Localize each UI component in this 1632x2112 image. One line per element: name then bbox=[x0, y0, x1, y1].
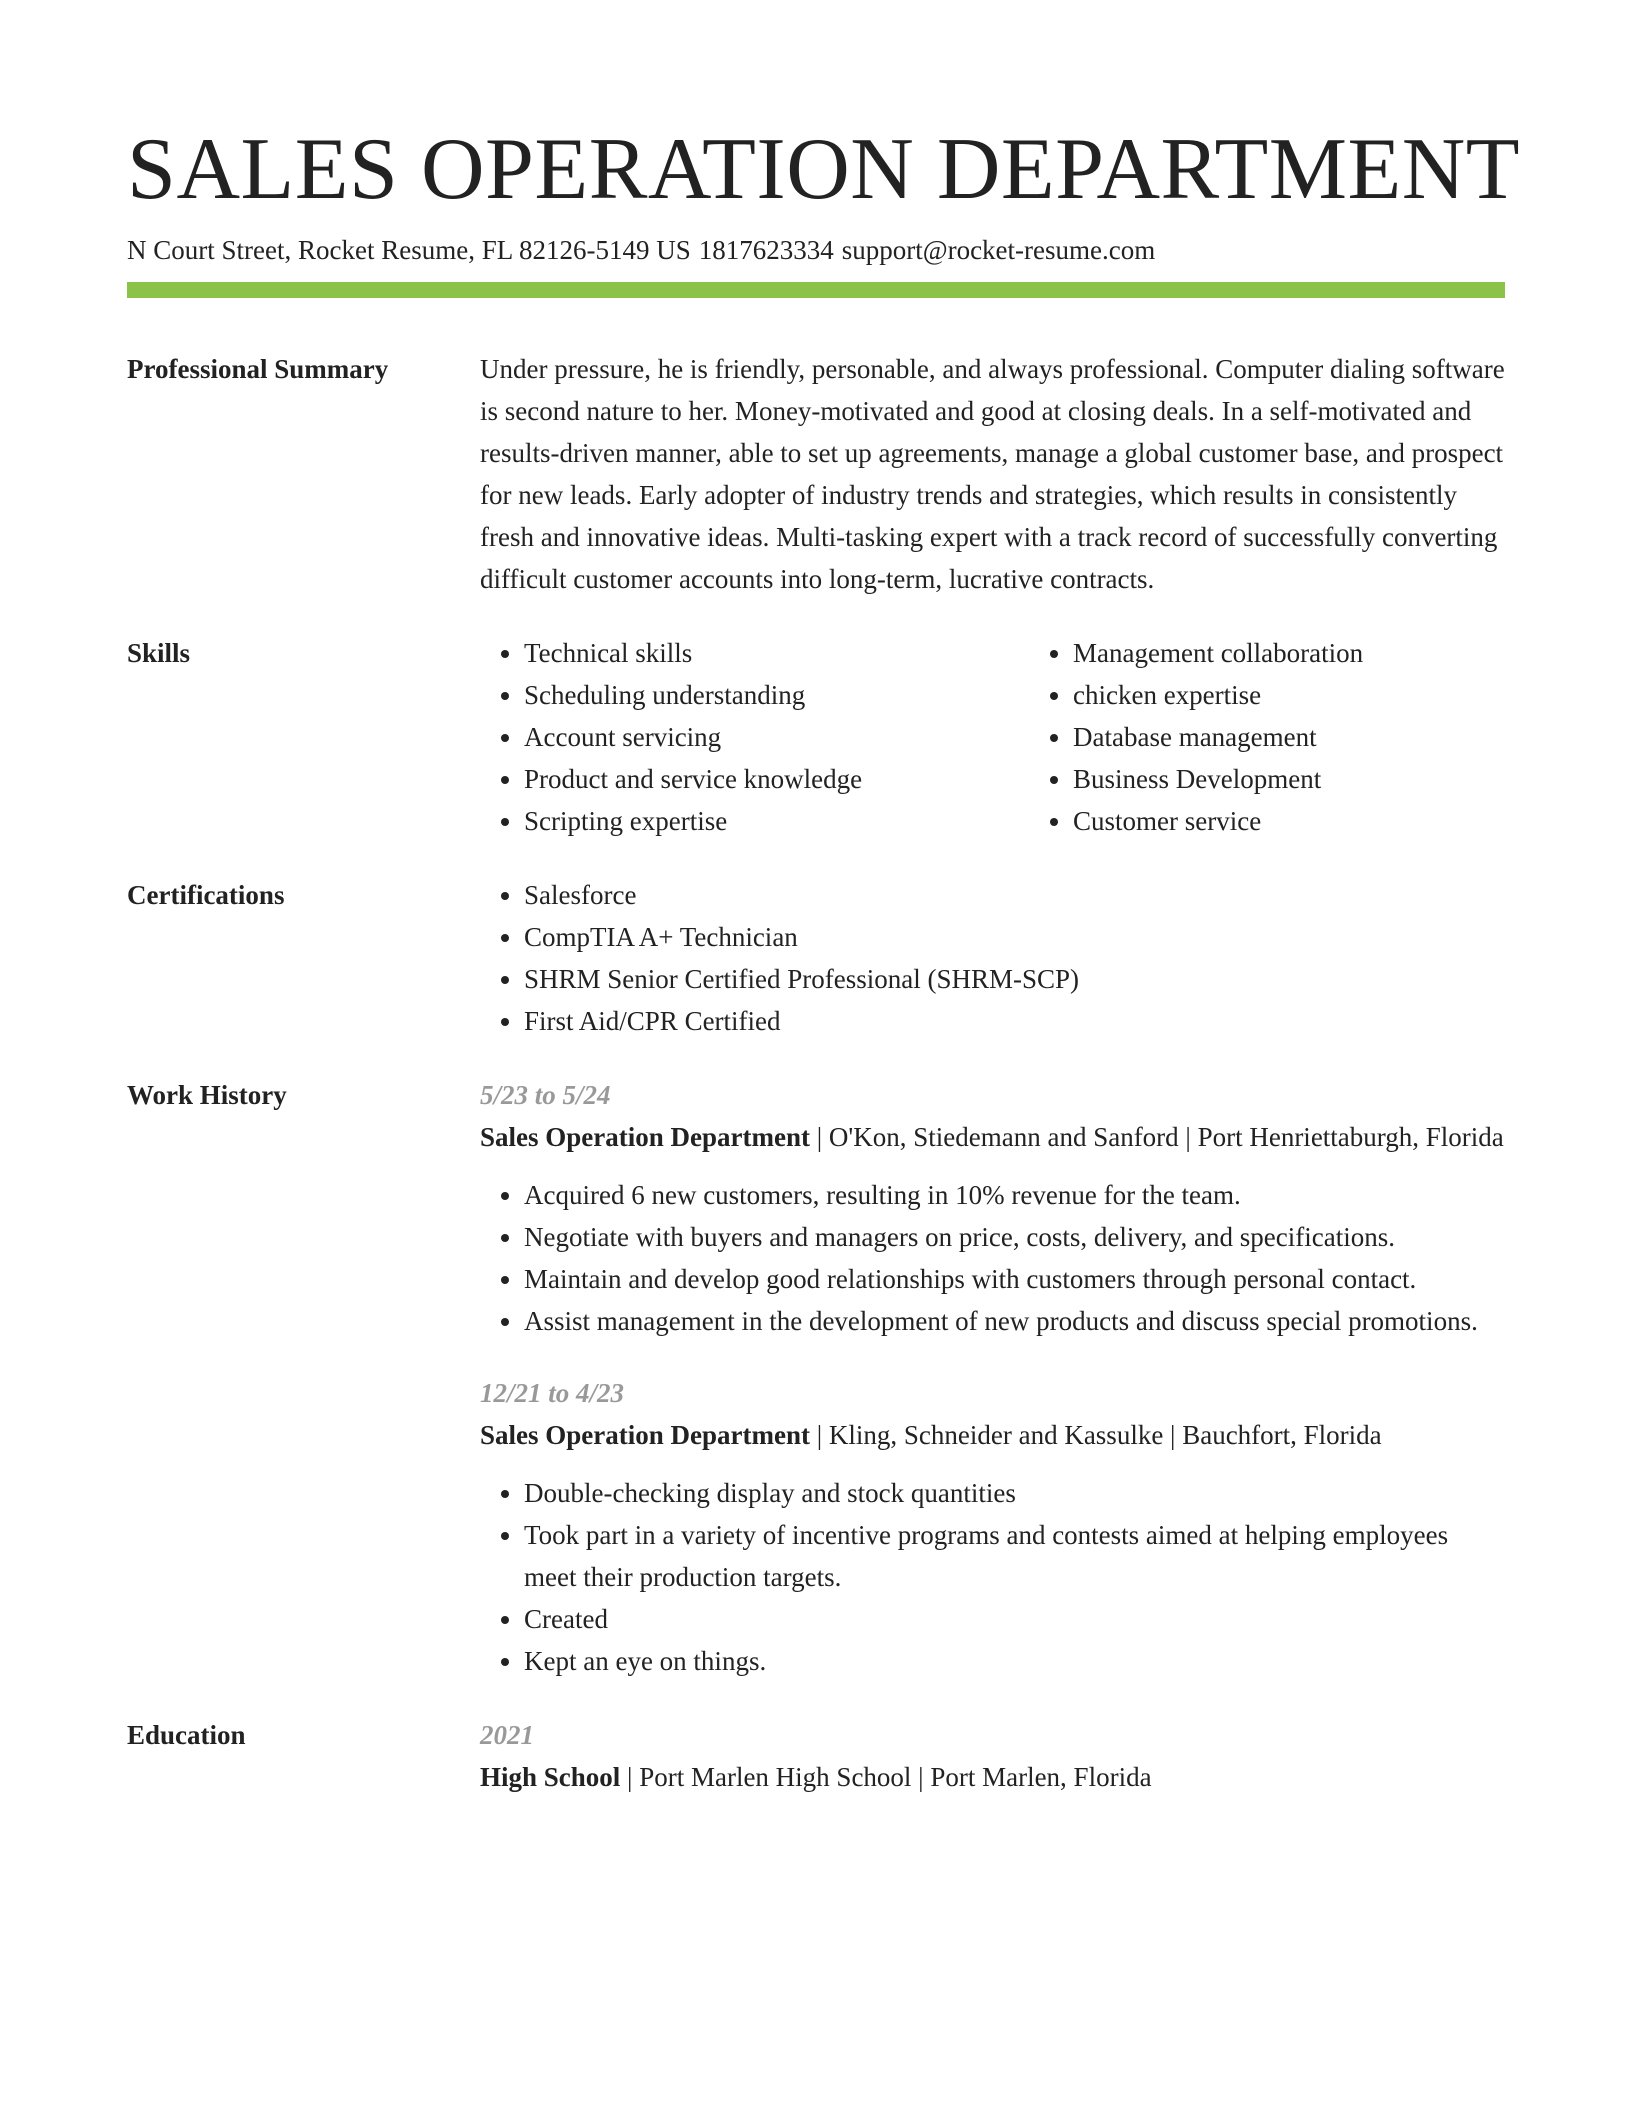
job-dates: 12/21 to 4/23 bbox=[480, 1378, 625, 1408]
skills-columns bbox=[480, 632, 1578, 842]
education-year: 2021 bbox=[480, 1720, 534, 1750]
list-item: • Customer service bbox=[1073, 800, 1578, 842]
contact-address: N Court Street, Rocket Resume, FL 82126-5149 US bbox=[127, 235, 691, 265]
section-summary bbox=[127, 348, 1505, 600]
job-heading bbox=[480, 1116, 1505, 1158]
section-label: Professional Summary bbox=[127, 354, 389, 384]
skills-list bbox=[480, 632, 1029, 842]
education-content bbox=[480, 1714, 1505, 1798]
list-item: • Created bbox=[524, 1598, 1505, 1640]
list-item: • Business Development bbox=[1073, 758, 1578, 800]
list-item: • Technical skills bbox=[524, 632, 1029, 674]
list-item: • Negotiate with buyers and managers on price, costs, delivery, and specifications. bbox=[524, 1216, 1505, 1258]
section-label: Skills bbox=[127, 638, 191, 668]
job-entry bbox=[480, 1074, 1505, 1342]
education-heading bbox=[480, 1756, 1505, 1798]
list-item: • SHRM Senior Certified Professional (SHRM-SCP) bbox=[524, 958, 1505, 1000]
section-label: Education bbox=[127, 1720, 246, 1750]
section-work-history bbox=[127, 1074, 1505, 1682]
list-item: • CompTIA A+ Technician bbox=[524, 916, 1505, 958]
list-item: • Maintain and develop good relationships with customers through personal contact. bbox=[524, 1258, 1505, 1300]
summary-text: Under pressure, he is friendly, personable, and always professional. Computer dialing software is second nature to her. Money-motivated and good at closing deals. In a self-motivated and results-driven manner, able to set up agreements, manage a global customer base, and prospect for new leads. Early adopter of industry trends and strategies, which results in consistently fresh and innovative ideas. Multi-tasking expert with a track record of successfully converting difficult customer accounts into long-term, lucrative contracts. bbox=[480, 354, 1505, 594]
job-title: Sales Operation Department bbox=[480, 1122, 810, 1152]
section-certifications bbox=[127, 874, 1505, 1042]
list-item: • Double-checking display and stock quantities bbox=[524, 1472, 1505, 1514]
section-education bbox=[127, 1714, 1505, 1798]
job-bullets bbox=[480, 1472, 1505, 1682]
job-entry bbox=[480, 1372, 1505, 1682]
list-item: • chicken expertise bbox=[1073, 674, 1578, 716]
header-divider bbox=[127, 282, 1505, 298]
contact-email: support@rocket-resume.com bbox=[841, 235, 1156, 265]
work-history-content bbox=[480, 1074, 1505, 1682]
education-details: | Port Marlen High School | Port Marlen, Florida bbox=[620, 1762, 1152, 1792]
job-heading bbox=[480, 1414, 1505, 1456]
section-label: Certifications bbox=[127, 880, 285, 910]
list-item: • Assist management in the development of new products and discuss special promotions. bbox=[524, 1300, 1505, 1342]
list-item: • Scheduling understanding bbox=[524, 674, 1029, 716]
list-item: • First Aid/CPR Certified bbox=[524, 1000, 1505, 1042]
resume-page bbox=[127, 120, 1521, 1798]
certifications-content bbox=[480, 874, 1505, 1042]
job-bullets bbox=[480, 1174, 1505, 1342]
list-item: • Acquired 6 new customers, resulting in 10% revenue for the team. bbox=[524, 1174, 1505, 1216]
list-item: • Management collaboration bbox=[1073, 632, 1578, 674]
job-details: | Kling, Schneider and Kassulke | Bauchfort, Florida bbox=[809, 1420, 1382, 1450]
job-title: Sales Operation Department bbox=[480, 1420, 810, 1450]
contact-line bbox=[127, 232, 1505, 268]
list-item: • Salesforce bbox=[524, 874, 1505, 916]
resume-name: SALES OPERATION DEPARTMENT bbox=[127, 121, 1521, 218]
certifications-list bbox=[480, 874, 1505, 1042]
list-item: • Kept an eye on things. bbox=[524, 1640, 1505, 1682]
list-item: • Product and service knowledge bbox=[524, 758, 1029, 800]
list-item: • Scripting expertise bbox=[524, 800, 1029, 842]
section-label: Work History bbox=[127, 1080, 287, 1110]
section-skills bbox=[127, 632, 1505, 842]
list-item: • Account servicing bbox=[524, 716, 1029, 758]
education-degree: High School bbox=[480, 1762, 621, 1792]
job-dates: 5/23 to 5/24 bbox=[480, 1080, 611, 1110]
contact-phone: 1817623334 bbox=[698, 235, 834, 265]
list-item: • Database management bbox=[1073, 716, 1578, 758]
list-item: • Took part in a variety of incentive programs and contests aimed at helping employees meet their production targets. bbox=[524, 1514, 1505, 1598]
skills-list bbox=[1029, 632, 1578, 842]
job-details: | O'Kon, Stiedemann and Sanford | Port Henriettaburgh, Florida bbox=[809, 1122, 1504, 1152]
